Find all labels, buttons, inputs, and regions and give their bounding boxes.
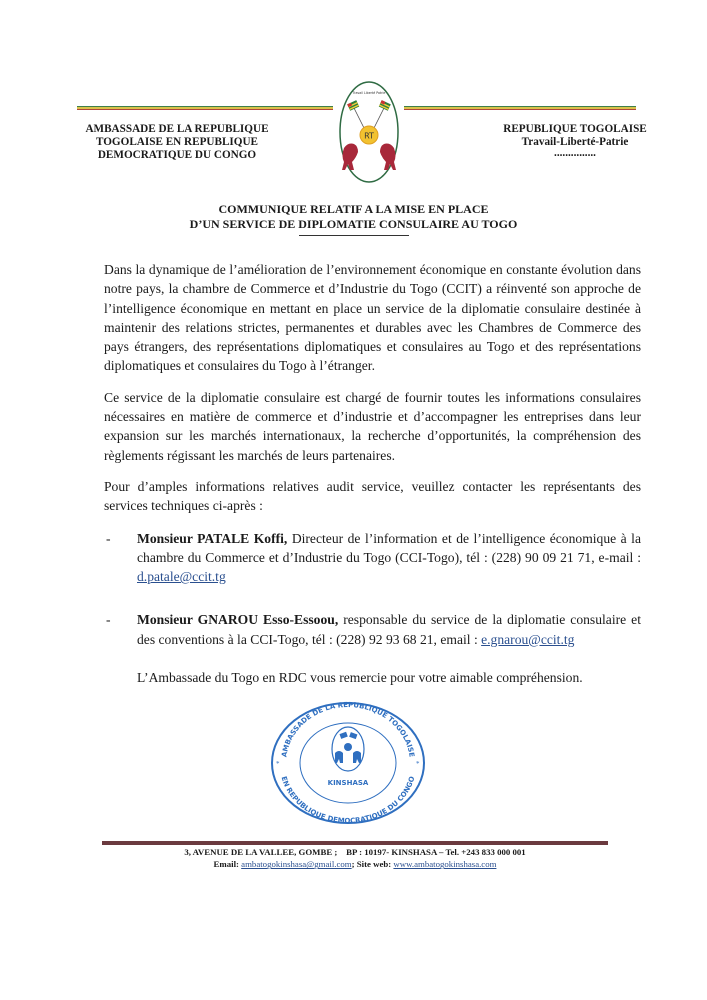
embassy-header-line: DEMOCRATIQUE DU CONGO: [97, 149, 257, 161]
stamp-text-bottom: EN REPUBLIQUE DEMOCRATIQUE DU CONGO: [279, 775, 417, 826]
communique-title-line1: COMMUNIQUE RELATIF A LA MISE EN PLACE: [218, 202, 489, 216]
contact-email-link[interactable]: d.patale@ccit.tg: [137, 569, 226, 585]
stamp-city: KINSHASA: [327, 779, 369, 788]
republic-title: REPUBLIQUE TOGOLAISE: [503, 123, 647, 135]
contact-name: Monsieur PATALE Koffi,: [137, 530, 288, 546]
closing-thanks: L’Ambassade du Togo en RDC vous remercie pour votre aimable compréhension.: [137, 670, 583, 686]
letterhead: [0, 0, 707, 196]
communique-title: [114, 202, 594, 232]
embassy-header-line: AMBASSADE DE LA REPUBLIQUE: [85, 123, 269, 135]
header-stripe-left: [77, 106, 333, 111]
footer-email-link[interactable]: ambatogokinshasa@gmail.com: [241, 859, 352, 870]
title-underline: [299, 235, 409, 236]
footer-site-label: ; Site web:: [351, 859, 394, 870]
contact-name: Monsieur GNAROU Esso-Essoou,: [137, 612, 339, 628]
embassy-header-line: TOGOLAISE EN REPUBLIQUE: [95, 136, 259, 148]
paragraph-service: Ce service de la diplomatie consulaire est chargé de fournir toutes les informations consulaires nécessaires en matière de commerce et d’industrie et d’accompagner les entreprises dans leur expansion sur les marchés internationaux, la recherche d’opportunités, la compréhension des règlements régissant les marchés de leurs partenaires.: [104, 389, 641, 463]
list-dash: -: [106, 530, 111, 546]
republic-motto: Travail-Liberté-Patrie: [521, 136, 629, 148]
stamp-star-icon: *: [276, 760, 280, 769]
footer-website-link[interactable]: www.ambatogokinshasa.com: [393, 859, 497, 870]
contact-description: responsable du service de la diplomatie consulaire et des conventions à la CCI-Togo, tél : (228) 92 93 68 21, email :: [137, 612, 641, 647]
paragraph-intro: Dans la dynamique de l’amélioration de l’environnement économique en constante évolution dans notre pays, la chambre de Commerce et d’Industrie du Togo (CCIT) a réinventé son approche de l’intelligence économique en mettant en place un service de la diplomatie consulaire destinée à maintenir des relations strictes, permanentes et durables avec les Chambres de Commerce des pays étrangers, des représentations diplomatiques et consulaires au Togo et des représentations diplomatiques et consulaires du Togo à l’étranger.: [104, 262, 641, 374]
emblem-ribbon-text: Travail Liberté Patrie: [352, 91, 386, 95]
republic-dots: ...............: [554, 147, 596, 159]
emblem-initials: RT: [364, 131, 374, 141]
stamp-text-top: AMBASSADE DE LA REPUBLIQUE TOGOLAISE: [280, 701, 416, 759]
footer-email-label: Email:: [213, 859, 242, 870]
republic-header: [478, 123, 672, 158]
embassy-stamp: [262, 699, 434, 825]
header-stripe-right: [404, 106, 636, 111]
footer: [102, 846, 608, 880]
stamp-emblem-icon: [335, 732, 361, 763]
communique-body: [104, 260, 641, 687]
paragraph-contact-intro: Pour d’amples informations relatives audit service, veuillez contacter les représentants des services techniques ci-après :: [104, 478, 641, 514]
footer-bar: [102, 841, 608, 845]
embassy-header: [66, 123, 288, 162]
footer-address: 3, AVENUE DE LA VALLEE, GOMBE ; BP : 10197- KINSHASA – Tel. +243 833 000 001: [184, 847, 526, 858]
list-dash: -: [106, 612, 111, 628]
communique-title-line2: D’UN SERVICE DE DIPLOMATIE CONSULAIRE AU TOGO: [189, 217, 518, 231]
contact-email-link[interactable]: e.gnarou@ccit.tg: [481, 631, 575, 647]
contact-item: [104, 529, 641, 587]
footer-contacts: [102, 858, 608, 870]
contact-item: [104, 610, 641, 649]
contact-description: Directeur de l’information et de l’intelligence économique à la chambre du Commerce et d’Industrie du Togo (CCI-Togo), tél : (228) 90 09 21 71, e-mail :: [137, 530, 641, 565]
stamp-star-icon: *: [416, 760, 420, 769]
togo-coat-of-arms-icon: [338, 80, 400, 184]
